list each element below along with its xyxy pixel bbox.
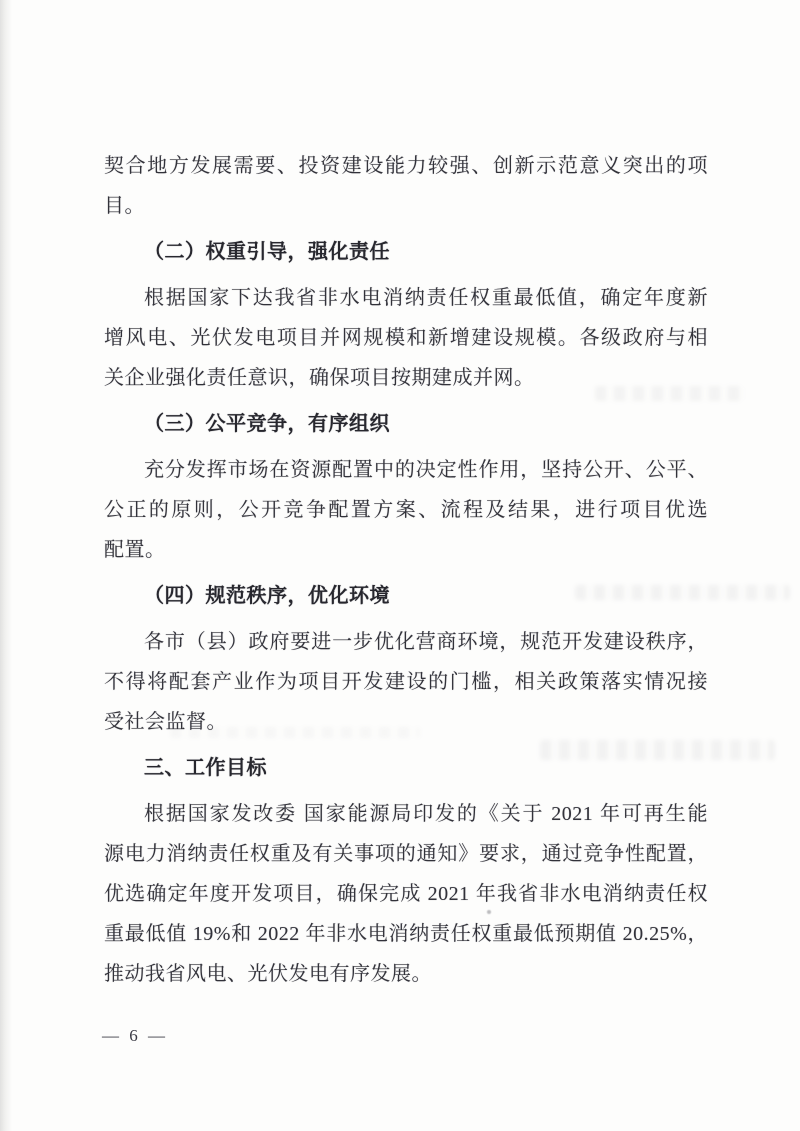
bleed-through-artifact: [170, 727, 420, 738]
section-heading: （四）规范秩序，优化环境: [144, 585, 390, 607]
text-line: 各市（县）政府要进一步优化营商环境，规范开发建设秩序，: [144, 631, 708, 653]
scan-left-edge-shade: [0, 0, 12, 1131]
text-line: 源电力消纳责任权重及有关事项的通知》要求，通过竞争性配置，: [104, 843, 708, 865]
page-number: — 6 —: [102, 1026, 168, 1045]
text-line: 重最低值 19%和 2022 年非水电消纳责任权重最低预期值 20.25%，: [104, 923, 708, 945]
section-heading: （二）权重引导，强化责任: [144, 241, 390, 263]
text-line: 不得将配套产业作为项目开发建设的门槛，相关政策落实情况接: [104, 671, 708, 693]
section-heading: （三）公平竞争，有序组织: [144, 413, 390, 435]
ink-speck: [487, 910, 491, 914]
section-heading: 三、工作目标: [144, 757, 267, 779]
text-line: 根据国家发改委 国家能源局印发的《关于 2021 年可再生能: [144, 803, 708, 825]
text-line: 关企业强化责任意识，确保项目按期建成并网。: [104, 367, 535, 389]
text-line: 增风电、光伏发电项目并网规模和新增建设规模。各级政府与相: [104, 327, 708, 349]
bleed-through-artifact: [540, 740, 775, 760]
text-line: 公正的原则，公开竞争配置方案、流程及结果，进行项目优选: [104, 499, 708, 521]
text-line: 充分发挥市场在资源配置中的决定性作用，坚持公开、公平、: [144, 459, 708, 481]
text-line: 推动我省风电、光伏发电有序发展。: [104, 963, 432, 985]
bleed-through-artifact: [595, 386, 745, 401]
bleed-through-artifact: [575, 585, 790, 600]
text-line: 受社会监督。: [104, 711, 227, 733]
text-line: 契合地方发展需要、投资建设能力较强、创新示范意义突出的项: [104, 155, 708, 177]
text-line: 配置。: [104, 539, 166, 561]
text-line: 目。: [104, 195, 145, 217]
document-content: [104, 146, 708, 994]
text-line: 根据国家下达我省非水电消纳责任权重最低值，确定年度新: [144, 287, 708, 309]
text-line: 优选确定年度开发项目，确保完成 2021 年我省非水电消纳责任权: [104, 883, 708, 905]
